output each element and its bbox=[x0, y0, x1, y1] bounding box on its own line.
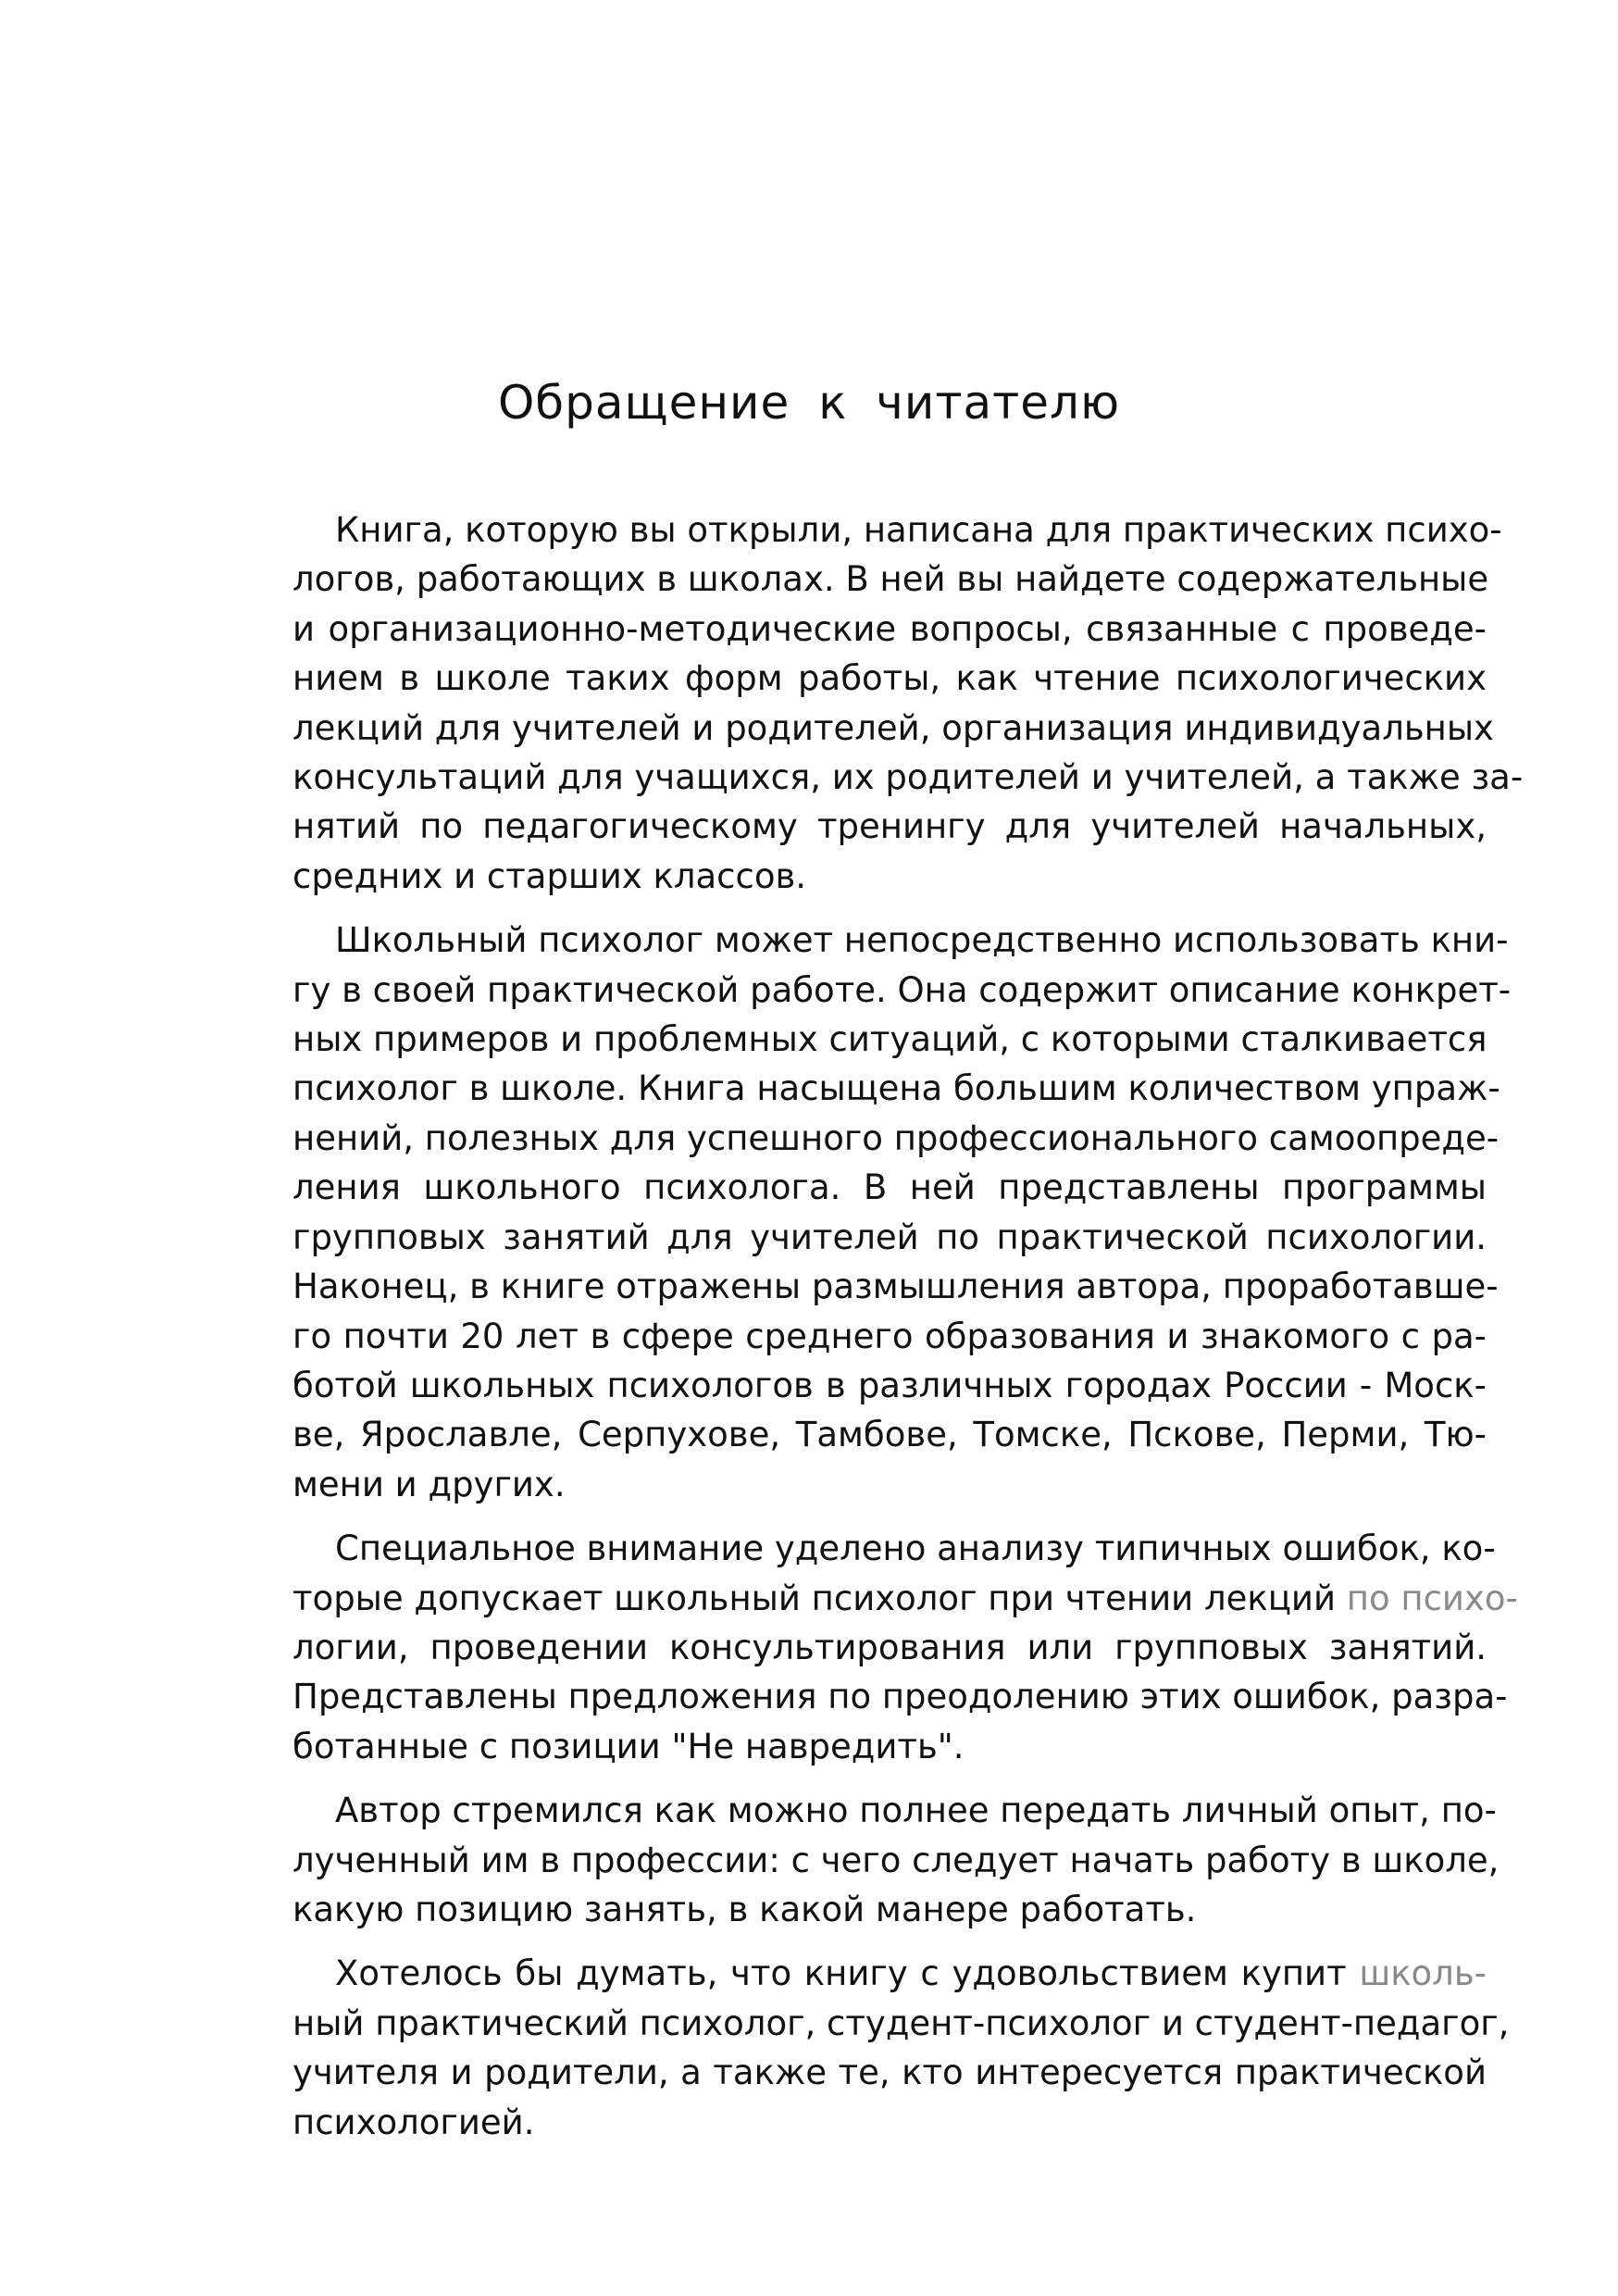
text-line: логии, проведении консультирования или групповых занятий. bbox=[292, 1627, 1487, 1667]
text-line: гу в своей практической работе. Она содержит описание конкрет- bbox=[292, 969, 1512, 1010]
text-line-start: торые допускает школьный психолог при чтении лекций bbox=[292, 1578, 1337, 1618]
text-line: ный практический психолог, студент-психолог и студент-педагог, bbox=[292, 2003, 1510, 2043]
text-line: Наконец, в книге отражены размышления автора, проработавше- bbox=[292, 1267, 1499, 1307]
faded-text: школь- bbox=[1359, 1953, 1487, 1994]
text-line: ботой школьных психологов в различных городах России - Моск- bbox=[292, 1365, 1487, 1405]
faded-text: по психо- bbox=[1346, 1578, 1518, 1618]
text-line: ных примеров и проблемных ситуаций, с которыми сталкивается bbox=[292, 1019, 1487, 1060]
text-line: го почти 20 лет в сфере среднего образования и знакомого с ра- bbox=[292, 1316, 1487, 1356]
text-line: ве, Ярославле, Серпухове, Тамбове, Томске, Пскове, Перми, Тю- bbox=[292, 1415, 1487, 1455]
text-line: ления школьного психолога. В ней представлены программы bbox=[292, 1167, 1487, 1208]
text-line: и организационно-методические вопросы, связанные с проведе- bbox=[292, 608, 1487, 649]
text-line: групповых занятий для учителей по практической психологии. bbox=[292, 1217, 1487, 1257]
text-line: нием в школе таких форм работы, как чтение психологических bbox=[292, 658, 1487, 699]
text-line: психологией. bbox=[292, 2102, 535, 2142]
text-line: Представлены предложения по преодолению этих ошибок, разра- bbox=[292, 1677, 1508, 1717]
paragraph-5 bbox=[292, 1949, 1510, 2147]
paragraph-3 bbox=[292, 1524, 1518, 1771]
paragraph-4 bbox=[292, 1786, 1500, 1934]
text-line: консультаций для учащихся, их родителей и учителей, а также за- bbox=[292, 757, 1524, 798]
text-line: Школьный психолог может непосредственно использовать кни- bbox=[335, 920, 1509, 961]
paragraph-1 bbox=[292, 505, 1524, 901]
text-line bbox=[292, 1574, 1518, 1623]
body-text bbox=[292, 505, 1524, 2162]
paragraph-2 bbox=[292, 916, 1512, 1509]
text-line: нятий по педагогическому тренингу для учителей начальных, bbox=[292, 806, 1487, 847]
text-line: учителя и родители, а также те, кто интересуется практической bbox=[292, 2053, 1487, 2093]
text-line: нений, полезных для успешного профессионального самоопреде- bbox=[292, 1117, 1500, 1158]
text-line: какую позицию занять, в какой манере работать. bbox=[292, 1889, 1197, 1929]
text-line: Автор стремился как можно полнее передать личный опыт, по- bbox=[335, 1791, 1497, 1831]
text-line-start: Хотелось бы думать, что книгу с удовольствием купит bbox=[335, 1953, 1347, 1994]
text-line: ботанные с позиции "Не навредить". bbox=[292, 1726, 965, 1766]
text-line: логов, работающих в школах. В ней вы найдете содержательные bbox=[292, 559, 1489, 600]
text-line: Специальное внимание уделено анализу типичных ошибок, ко- bbox=[335, 1529, 1496, 1569]
text-line: лученный им в профессии: с чего следует начать работу в школе, bbox=[292, 1840, 1500, 1880]
text-line: Книга, которую вы открыли, написана для практических психо- bbox=[335, 510, 1502, 550]
text-line: средних и старших классов. bbox=[292, 855, 807, 896]
text-line: мени и других. bbox=[292, 1464, 566, 1504]
page-title: Обращение к читателю bbox=[497, 376, 1121, 430]
text-line: психолог в школе. Книга насыщена большим количеством упраж- bbox=[292, 1068, 1500, 1109]
text-line: лекций для учителей и родителей, организация индивидуальных bbox=[292, 707, 1494, 748]
text-line bbox=[292, 1949, 1487, 1998]
